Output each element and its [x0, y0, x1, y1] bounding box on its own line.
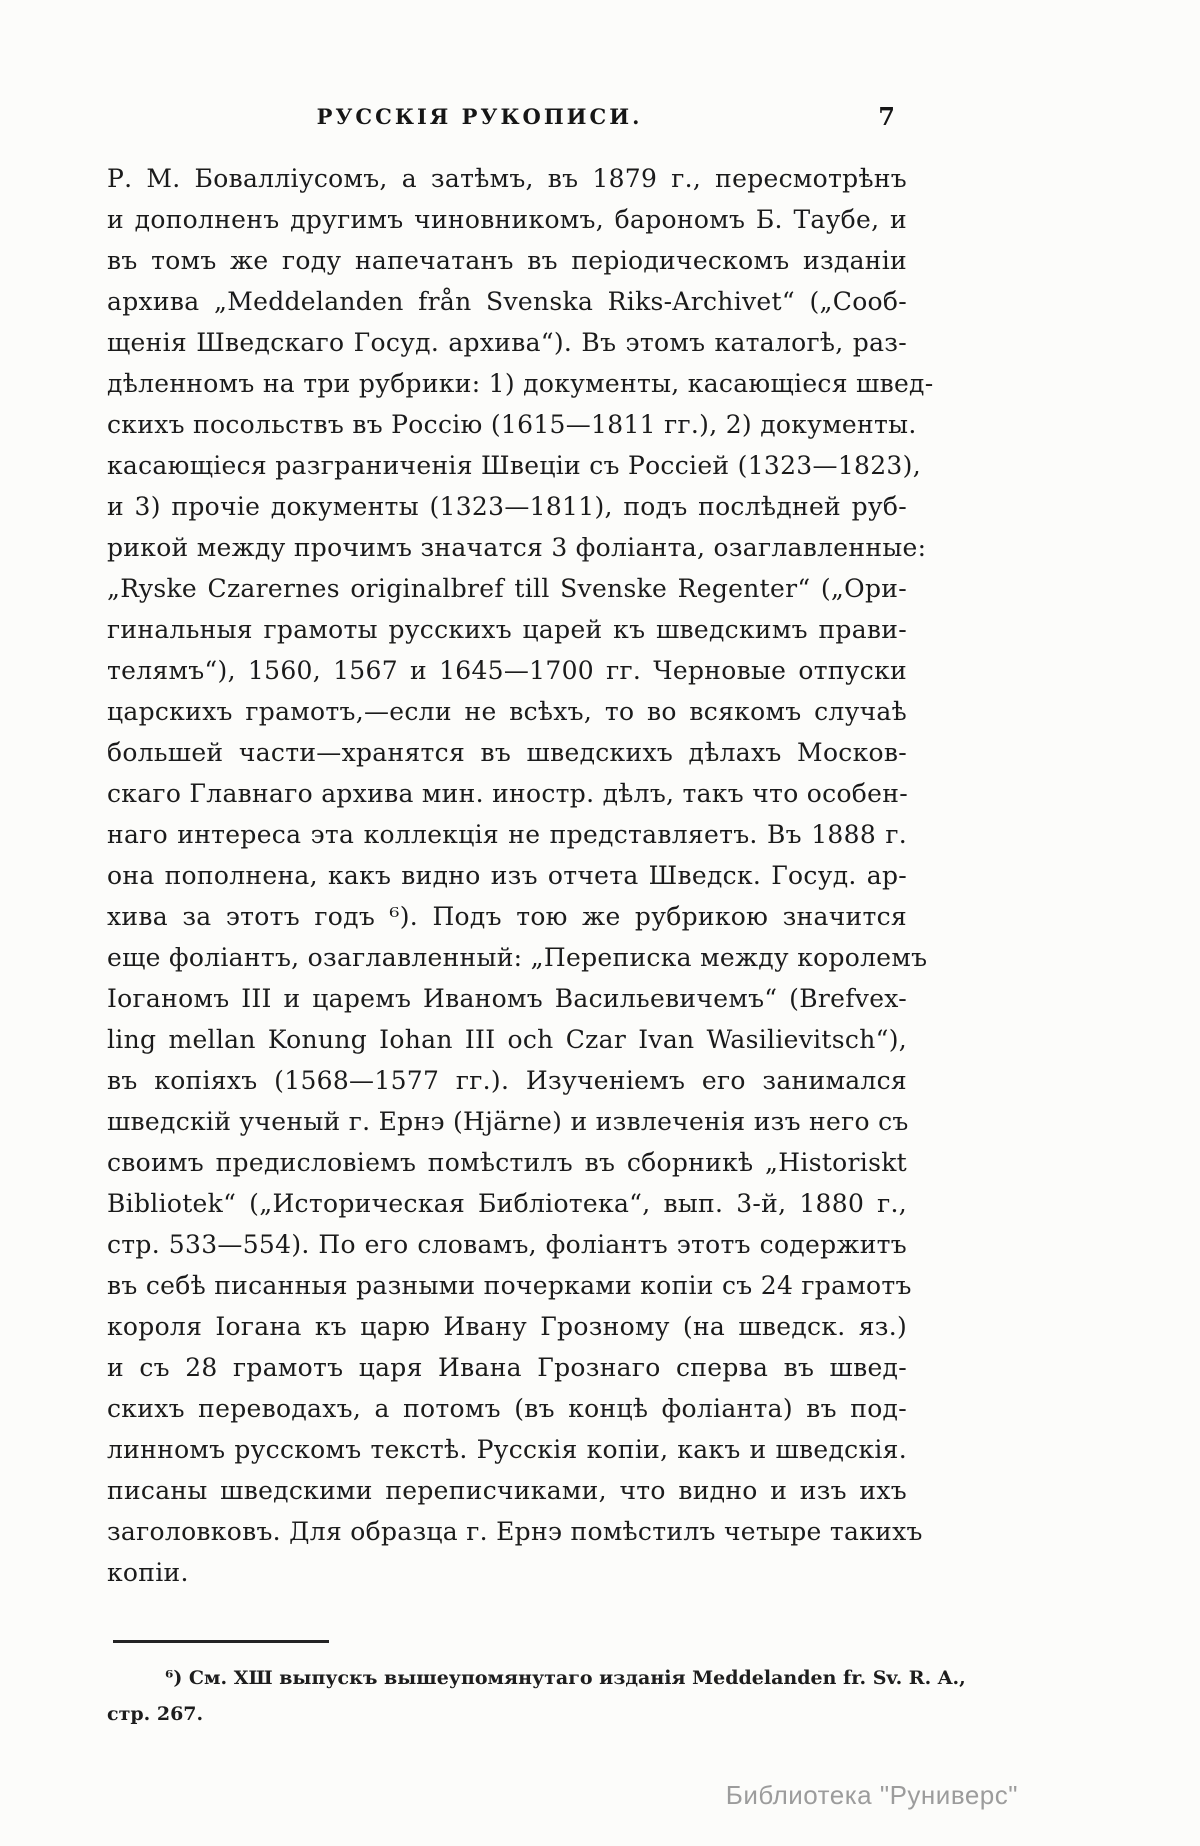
- text-line: архива „Meddelanden från Svenska Riks-Archivet“ („Сооб-: [107, 287, 907, 316]
- text-line: Іоганомъ III и царемъ Иваномъ Васильевичемъ“ (Brefvex-: [107, 984, 907, 1013]
- text-line: линномъ русскомъ текстѣ. Русскія копіи, какъ и шведскія.: [107, 1435, 907, 1464]
- text-line: Bibliotek“ („Историческая Библіотека“, вып. 3-й, 1880 г.,: [107, 1189, 907, 1218]
- text-line: скихъ переводахъ, а потомъ (въ концѣ фоліанта) въ под-: [107, 1394, 907, 1423]
- text-line: писаны шведскими переписчиками, что видно и изъ ихъ: [107, 1476, 907, 1505]
- text-line: скихъ посольствъ въ Россію (1615—1811 гг.), 2) документы.: [107, 410, 917, 439]
- text-line: и съ 28 грамотъ царя Ивана Грознаго сперва въ швед-: [107, 1353, 907, 1382]
- footnote-line: стр. 267.: [107, 1703, 204, 1725]
- text-line: шведскій ученый г. Ернэ (Hjärne) и извлеченія изъ него съ: [107, 1107, 909, 1136]
- text-line: еще фоліантъ, озаглавленный: „Переписка между королемъ: [107, 943, 928, 972]
- text-line: Р. М. Бовалліусомъ, а затѣмъ, въ 1879 г., пересмотрѣнъ: [107, 164, 907, 193]
- text-line: въ себѣ писанныя разными почерками копіи съ 24 грамотъ: [107, 1271, 912, 1300]
- text-line: и дополненъ другимъ чиновникомъ, барономъ Б. Таубе, и: [107, 205, 907, 234]
- text-line: въ копіяхъ (1568—1577 гг.). Изученіемъ его занимался: [107, 1066, 907, 1095]
- text-line: щенія Шведскаго Госуд. архива“). Въ этомъ каталогѣ, раз-: [107, 328, 907, 357]
- text-line: царскихъ грамотъ,—если не всѣхъ, то во всякомъ случаѣ: [107, 697, 907, 726]
- text-line: гинальныя грамоты русскихъ царей къ шведскимъ прави-: [107, 615, 907, 644]
- text-line: копіи.: [107, 1558, 189, 1587]
- text-line: заголовковъ. Для образца г. Ернэ помѣстилъ четыре такихъ: [107, 1517, 923, 1546]
- footnote: [107, 1660, 966, 1732]
- page-header: [107, 104, 907, 134]
- text-line: короля Іогана къ царю Ивану Грозному (на шведск. яз.): [107, 1312, 907, 1341]
- running-title: РУССКІЯ РУКОПИСИ.: [316, 104, 643, 129]
- text-line: наго интереса эта коллекція не представляетъ. Въ 1888 г.: [107, 820, 907, 849]
- text-line: дѣленномъ на три рубрики: 1) документы, касающіеся швед-: [107, 369, 934, 398]
- text-line: скаго Главнаго архива мин. иностр. дѣлъ, такъ что особен-: [107, 779, 908, 808]
- text-line: она пополнена, какъ видно изъ отчета Шведск. Госуд. ар-: [107, 861, 907, 890]
- text-line: „Ryske Czarernes originalbref till Svenske Regenter“ („Ори-: [107, 574, 907, 603]
- text-line: большей части—хранятся въ шведскихъ дѣлахъ Москов-: [107, 738, 907, 767]
- watermark: Библиотека "Руниверс": [725, 1780, 1018, 1810]
- text-line: ling mellan Konung Iohan III och Czar Ivan Wasilievitsch“),: [107, 1025, 907, 1054]
- text-line: въ томъ же году напечатанъ въ періодическомъ изданіи: [107, 246, 907, 275]
- text-line: рикой между прочимъ значатся 3 фоліанта, озаглавленные:: [107, 533, 927, 562]
- text-line: и 3) прочіе документы (1323—1811), подъ послѣдней руб-: [107, 492, 907, 521]
- text-line: стр. 533—554). По его словамъ, фоліантъ этотъ содержитъ: [107, 1230, 907, 1259]
- footnote-divider: [113, 1640, 329, 1643]
- text-line: касающіеся разграниченія Швеціи съ Россіей (1323—1823),: [107, 451, 921, 480]
- footnote-line: ⁶) См. XШ выпускъ вышеупомянутаго изданія Meddelanden fr. Sv. R. A.,: [165, 1667, 966, 1689]
- text-line: хива за этотъ годъ ⁶). Подъ тою же рубрикою значится: [107, 902, 907, 931]
- text-line: своимъ предисловіемъ помѣстилъ въ сборникѣ „Historiskt: [107, 1148, 907, 1177]
- page-number: 7: [878, 102, 895, 131]
- text-line: телямъ“), 1560, 1567 и 1645—1700 гг. Черновые отпуски: [107, 656, 907, 685]
- body-text: [107, 158, 934, 1593]
